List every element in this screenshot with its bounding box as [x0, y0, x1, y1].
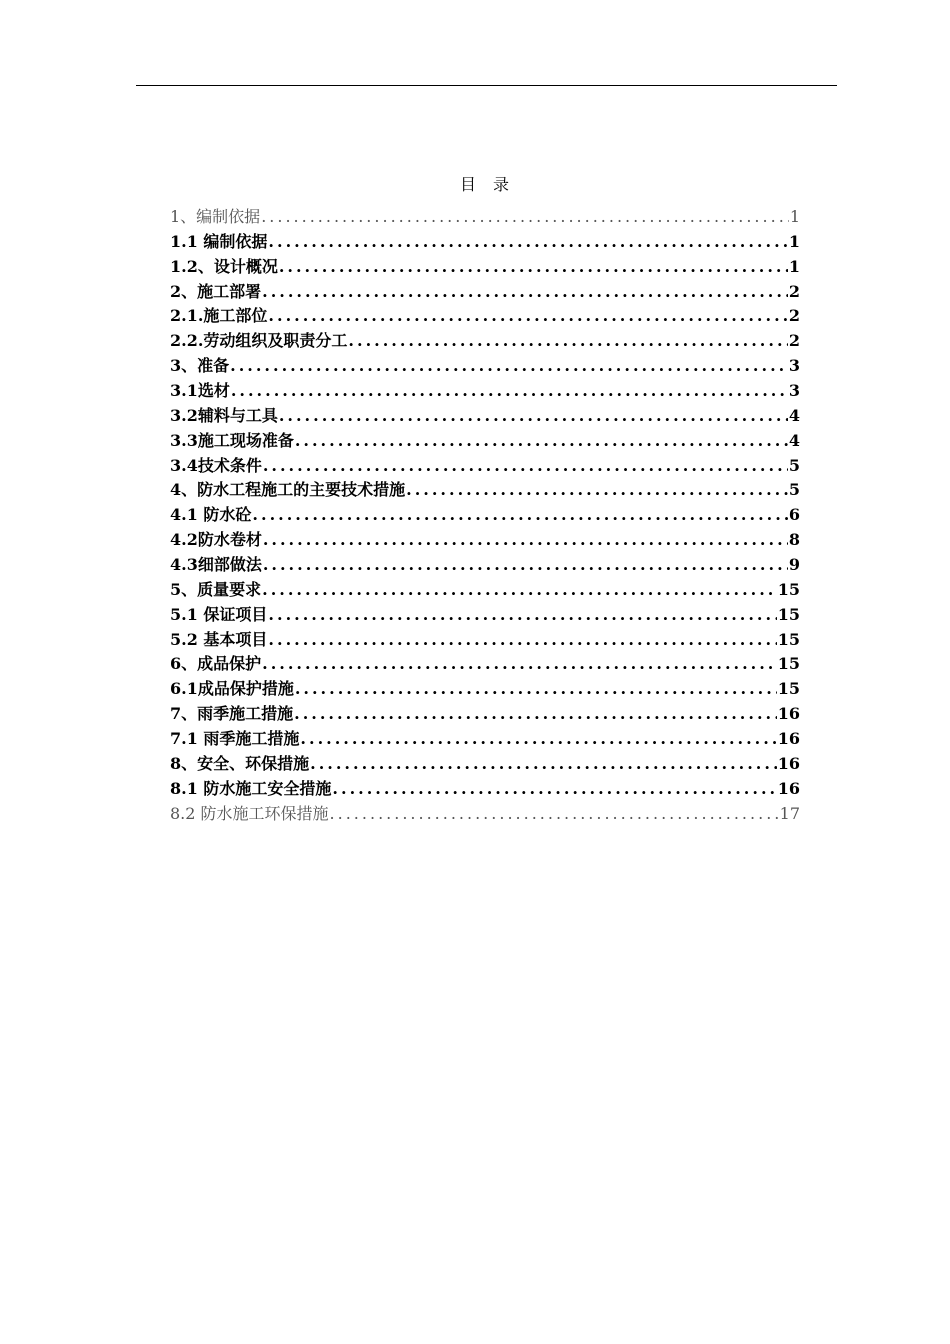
toc-dot-leader [279, 404, 788, 429]
toc-entry-page: 16 [777, 704, 800, 724]
toc-entry[interactable] [170, 230, 800, 255]
toc-entry-page: 8 [788, 530, 800, 550]
toc-entry-label: 3、准备 [170, 356, 230, 376]
toc-dot-leader [262, 578, 777, 603]
toc-entry[interactable] [170, 528, 800, 553]
toc-entry[interactable] [170, 478, 800, 503]
toc-dot-leader [295, 429, 788, 454]
toc-entry-label: 6.1成品保护措施 [170, 679, 294, 699]
toc-entry-label: 5、质量要求 [170, 579, 262, 599]
toc-dot-leader [348, 329, 787, 354]
toc-entry-page: 5 [788, 455, 800, 475]
toc-dot-leader [231, 379, 788, 404]
toc-entry-page: 1 [788, 256, 800, 276]
toc-entry[interactable] [170, 802, 800, 827]
toc-entry-label: 1、编制依据 [170, 207, 261, 226]
toc-entry[interactable] [170, 777, 800, 802]
toc-entry[interactable] [170, 205, 800, 230]
toc-entry-label: 5.1 保证项目 [170, 604, 268, 624]
toc-entry-page: 2 [788, 281, 800, 301]
toc-dot-leader [310, 752, 777, 777]
toc-entry-page: 16 [777, 778, 800, 798]
toc-entry[interactable] [170, 677, 800, 702]
toc-dot-leader [300, 727, 776, 752]
toc-entry-label: 3.2辅料与工具 [170, 405, 278, 425]
toc-entry-label: 2.1.施工部位 [170, 306, 268, 326]
toc-entry-page: 4 [788, 430, 800, 450]
toc-entry[interactable] [170, 628, 800, 653]
toc-entry[interactable] [170, 652, 800, 677]
toc-entry-page: 1 [789, 207, 800, 226]
toc-entry-label: 7、雨季施工措施 [170, 704, 294, 724]
toc-entry[interactable] [170, 503, 800, 528]
toc-dot-leader [262, 652, 777, 677]
toc-entry-label: 8.1 防水施工安全措施 [170, 778, 332, 798]
toc-entry[interactable] [170, 379, 800, 404]
toc-entry-page: 16 [777, 753, 800, 773]
toc-dot-leader [268, 230, 787, 255]
toc-entry-label: 3.4技术条件 [170, 455, 262, 475]
toc-dot-leader [263, 553, 788, 578]
toc-entry-label: 7.1 雨季施工措施 [170, 729, 300, 749]
toc-entry-page: 6 [788, 505, 800, 525]
toc-dot-leader [330, 802, 779, 827]
toc-dot-leader [230, 354, 788, 379]
toc-entry-page: 15 [777, 679, 800, 699]
toc-entry-label: 6、成品保护 [170, 654, 262, 674]
toc-entry-label: 4.1 防水砼 [170, 505, 252, 525]
toc-dot-leader [279, 255, 788, 280]
toc-entry[interactable] [170, 454, 800, 479]
toc-dot-leader [261, 205, 789, 230]
toc-dot-leader [268, 628, 776, 653]
toc-entry-page: 2 [788, 331, 800, 351]
toc-entry-label: 8.2 防水施工环保措施 [170, 803, 329, 823]
toc-entry-page: 16 [777, 729, 800, 749]
toc-entry-label: 4、防水工程施工的主要技术措施 [170, 480, 406, 500]
toc-entry[interactable] [170, 702, 800, 727]
toc-entry-page: 17 [779, 803, 800, 823]
toc-entry[interactable] [170, 429, 800, 454]
header-rule [136, 85, 837, 86]
toc-entry-page: 3 [788, 381, 800, 401]
toc-dot-leader [268, 603, 776, 628]
toc-entry[interactable] [170, 553, 800, 578]
toc-entry[interactable] [170, 578, 800, 603]
toc-title: 目 录 [459, 175, 516, 194]
toc-entry[interactable] [170, 255, 800, 280]
toc-dot-leader [262, 280, 788, 305]
toc-entry-page: 5 [788, 480, 800, 500]
toc-entry-label: 3.3施工现场准备 [170, 430, 294, 450]
toc-entry-page: 2 [788, 306, 800, 326]
toc-dot-leader [406, 478, 788, 503]
toc-entry-label: 1.1 编制依据 [170, 231, 268, 251]
toc-entry[interactable] [170, 404, 800, 429]
toc-entry-page: 4 [788, 405, 800, 425]
toc-entry[interactable] [170, 329, 800, 354]
toc-entry-page: 9 [788, 555, 800, 575]
toc-dot-leader [295, 677, 777, 702]
toc-entry-label: 4.2防水卷材 [170, 530, 262, 550]
toc-list [170, 205, 800, 826]
toc-entry-label: 1.2、设计概况 [170, 256, 278, 276]
toc-dot-leader [263, 528, 788, 553]
toc-dot-leader [263, 454, 788, 479]
toc-entry-page: 15 [777, 604, 800, 624]
toc-entry[interactable] [170, 304, 800, 329]
toc-dot-leader [252, 503, 787, 528]
toc-entry[interactable] [170, 727, 800, 752]
toc-entry-label: 5.2 基本项目 [170, 629, 268, 649]
toc-entry-page: 1 [788, 231, 800, 251]
toc-entry[interactable] [170, 603, 800, 628]
toc-entry-label: 2.2.劳动组织及职责分工 [170, 331, 348, 351]
toc-entry-page: 3 [788, 356, 800, 376]
toc-entry-label: 2、施工部署 [170, 281, 262, 301]
toc-entry-page: 15 [777, 654, 800, 674]
toc-entry-label: 3.1选材 [170, 381, 230, 401]
toc-dot-leader [268, 304, 787, 329]
toc-entry-page: 15 [777, 629, 800, 649]
toc-entry[interactable] [170, 280, 800, 305]
toc-entry[interactable] [170, 354, 800, 379]
toc-dot-leader [294, 702, 777, 727]
toc-entry-page: 15 [777, 579, 800, 599]
toc-entry-label: 4.3细部做法 [170, 555, 262, 575]
toc-entry[interactable] [170, 752, 800, 777]
toc-entry-label: 8、安全、环保措施 [170, 753, 310, 773]
toc-dot-leader [332, 777, 776, 802]
